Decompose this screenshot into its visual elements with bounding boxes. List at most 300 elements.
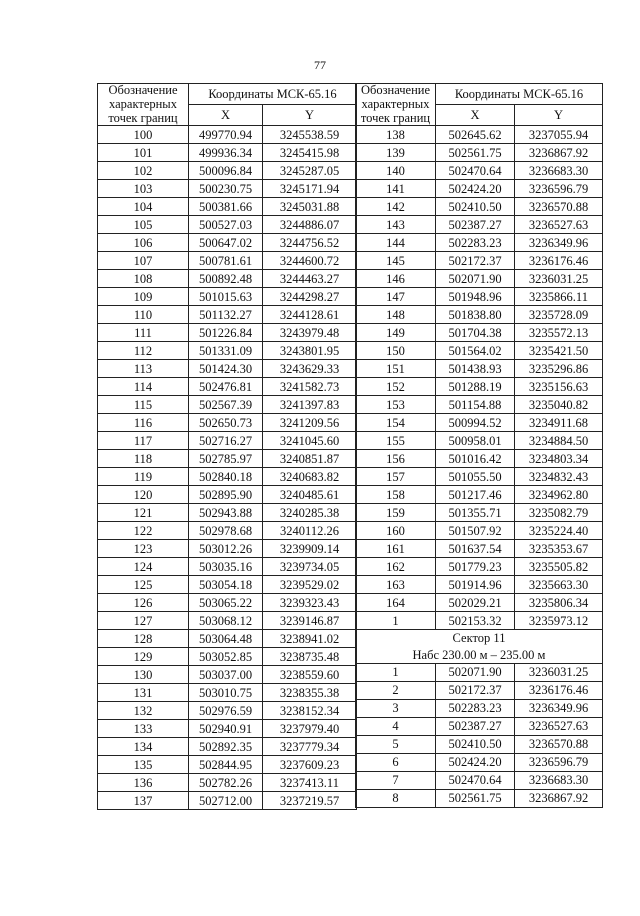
x-coordinate-cell: 502561.75 <box>436 144 515 162</box>
x-coordinate-cell: 502172.37 <box>436 252 515 270</box>
x-coordinate-cell: 502410.50 <box>436 735 515 753</box>
point-id-cell: 158 <box>356 486 436 504</box>
y-coordinate-cell: 3241045.60 <box>263 432 357 450</box>
x-coordinate-cell: 500994.52 <box>436 414 515 432</box>
y-coordinate-cell: 3244886.07 <box>263 216 357 234</box>
point-id-cell: 101 <box>98 144 189 162</box>
x-coordinate-cell: 500892.48 <box>189 270 263 288</box>
table-row <box>356 576 603 594</box>
x-coordinate-cell: 502470.64 <box>436 771 515 789</box>
point-id-cell: 136 <box>98 774 189 792</box>
x-coordinate-cell: 502283.23 <box>436 699 515 717</box>
point-id-cell: 112 <box>98 342 189 360</box>
x-coordinate-cell: 501424.30 <box>189 360 263 378</box>
x-coordinate-cell: 502561.75 <box>436 789 515 807</box>
y-coordinate-cell: 3236031.25 <box>515 270 603 288</box>
x-coordinate-cell: 501226.84 <box>189 324 263 342</box>
point-id-cell: 107 <box>98 252 189 270</box>
point-id-cell: 152 <box>356 378 436 396</box>
x-coordinate-cell: 502567.39 <box>189 396 263 414</box>
table-row <box>98 666 357 684</box>
table-row <box>356 663 603 681</box>
table-row <box>98 702 357 720</box>
table-row <box>98 378 357 396</box>
y-coordinate-cell: 3235866.11 <box>515 288 603 306</box>
y-coordinate-cell: 3235505.82 <box>515 558 603 576</box>
x-coordinate-cell: 502844.95 <box>189 756 263 774</box>
point-id-cell: 111 <box>98 324 189 342</box>
point-id-cell: 133 <box>98 720 189 738</box>
x-coordinate-cell: 500230.75 <box>189 180 263 198</box>
table-row <box>356 360 603 378</box>
table-row <box>98 630 357 648</box>
y-coordinate-cell: 3244298.27 <box>263 288 357 306</box>
table-row <box>98 522 357 540</box>
point-id-cell: 114 <box>98 378 189 396</box>
coords-group-header: Координаты МСК-65.16 <box>189 84 357 105</box>
y-coordinate-cell: 3235973.12 <box>515 612 603 630</box>
point-id-cell: 108 <box>98 270 189 288</box>
point-id-cell: 147 <box>356 288 436 306</box>
x-coordinate-cell: 501217.46 <box>436 486 515 504</box>
x-coordinate-cell: 501331.09 <box>189 342 263 360</box>
point-name-header: Обозначение характерных точек границ <box>98 84 189 126</box>
y-coordinate-cell: 3238735.48 <box>263 648 357 666</box>
x-coordinate-cell: 501016.42 <box>436 450 515 468</box>
table-row <box>356 558 603 576</box>
table-row <box>356 162 603 180</box>
point-id-cell: 116 <box>98 414 189 432</box>
table-row <box>98 126 357 144</box>
table-row <box>356 486 603 504</box>
point-id-cell: 140 <box>356 162 436 180</box>
y-coordinate-cell: 3235353.67 <box>515 540 603 558</box>
table-row <box>98 450 357 468</box>
table-row <box>98 414 357 432</box>
table-row <box>356 789 603 807</box>
point-id-cell: 125 <box>98 576 189 594</box>
y-coordinate-cell: 3236527.63 <box>515 717 603 735</box>
y-coordinate-cell: 3239734.05 <box>263 558 357 576</box>
table-row <box>98 792 357 810</box>
table-row <box>356 432 603 450</box>
y-coordinate-cell: 3234911.68 <box>515 414 603 432</box>
point-id-cell: 161 <box>356 540 436 558</box>
y-coordinate-cell: 3244600.72 <box>263 252 357 270</box>
point-id-cell: 141 <box>356 180 436 198</box>
y-coordinate-cell: 3234832.43 <box>515 468 603 486</box>
coords-group-header: Координаты МСК-65.16 <box>436 84 603 105</box>
y-coordinate-cell: 3235663.30 <box>515 576 603 594</box>
point-id-cell: 162 <box>356 558 436 576</box>
y-coordinate-cell: 3244756.52 <box>263 234 357 252</box>
table-row <box>98 180 357 198</box>
point-id-cell: 1 <box>356 663 436 681</box>
y-coordinate-cell: 3235224.40 <box>515 522 603 540</box>
point-id-cell: 6 <box>356 753 436 771</box>
point-id-cell: 145 <box>356 252 436 270</box>
y-coordinate-cell: 3238355.38 <box>263 684 357 702</box>
point-id-cell: 154 <box>356 414 436 432</box>
y-coordinate-cell: 3236683.30 <box>515 162 603 180</box>
point-id-cell: 109 <box>98 288 189 306</box>
x-coordinate-cell: 503054.18 <box>189 576 263 594</box>
y-coordinate-cell: 3236349.96 <box>515 234 603 252</box>
y-coordinate-cell: 3235156.63 <box>515 378 603 396</box>
y-coordinate-cell: 3241209.56 <box>263 414 357 432</box>
point-id-cell: 110 <box>98 306 189 324</box>
point-id-cell: 104 <box>98 198 189 216</box>
table-row <box>356 234 603 252</box>
point-id-cell: 126 <box>98 594 189 612</box>
point-id-cell: 157 <box>356 468 436 486</box>
y-coordinate-cell: 3245538.59 <box>263 126 357 144</box>
y-coordinate-cell: 3235728.09 <box>515 306 603 324</box>
y-coordinate-cell: 3239529.02 <box>263 576 357 594</box>
table-row <box>356 306 603 324</box>
point-id-cell: 153 <box>356 396 436 414</box>
y-coordinate-cell: 3236867.92 <box>515 144 603 162</box>
table-row <box>356 540 603 558</box>
table-row <box>356 126 603 144</box>
x-coordinate-cell: 503010.75 <box>189 684 263 702</box>
table-row <box>356 396 603 414</box>
table-row <box>356 717 603 735</box>
point-id-cell: 119 <box>98 468 189 486</box>
point-id-cell: 122 <box>98 522 189 540</box>
point-id-cell: 124 <box>98 558 189 576</box>
y-coordinate-cell: 3245415.98 <box>263 144 357 162</box>
y-coordinate-cell: 3234803.34 <box>515 450 603 468</box>
y-coordinate-cell: 3236031.25 <box>515 663 603 681</box>
point-id-cell: 149 <box>356 324 436 342</box>
point-id-cell: 8 <box>356 789 436 807</box>
point-id-cell: 5 <box>356 735 436 753</box>
point-id-cell: 137 <box>98 792 189 810</box>
table-row <box>356 771 603 789</box>
x-coordinate-cell: 501154.88 <box>436 396 515 414</box>
y-coordinate-cell: 3236349.96 <box>515 699 603 717</box>
point-id-cell: 134 <box>98 738 189 756</box>
table-row <box>356 594 603 612</box>
point-id-cell: 138 <box>356 126 436 144</box>
y-coordinate-cell: 3243801.95 <box>263 342 357 360</box>
point-id-cell: 160 <box>356 522 436 540</box>
x-coordinate-cell: 502782.26 <box>189 774 263 792</box>
x-coordinate-cell: 501564.02 <box>436 342 515 360</box>
table-row <box>98 198 357 216</box>
sector-caption <box>356 630 603 664</box>
x-coordinate-cell: 503068.12 <box>189 612 263 630</box>
y-coordinate-cell: 3237609.23 <box>263 756 357 774</box>
coordinates-table-left <box>97 83 357 810</box>
y-coordinate-cell: 3245031.88 <box>263 198 357 216</box>
table-row <box>356 468 603 486</box>
table-row <box>98 558 357 576</box>
y-coordinate-cell: 3238152.34 <box>263 702 357 720</box>
point-id-cell: 123 <box>98 540 189 558</box>
table-row <box>98 468 357 486</box>
y-coordinate-cell: 3240485.61 <box>263 486 357 504</box>
point-id-cell: 146 <box>356 270 436 288</box>
x-coordinate-cell: 502476.81 <box>189 378 263 396</box>
table-row <box>356 450 603 468</box>
point-id-cell: 113 <box>98 360 189 378</box>
x-coordinate-cell: 502895.90 <box>189 486 263 504</box>
point-id-cell: 117 <box>98 432 189 450</box>
y-coordinate-cell: 3238559.60 <box>263 666 357 684</box>
point-id-cell: 139 <box>356 144 436 162</box>
table-row <box>356 504 603 522</box>
table-row <box>356 753 603 771</box>
table-row <box>98 738 357 756</box>
x-header: X <box>436 105 515 126</box>
y-header: Y <box>515 105 603 126</box>
y-coordinate-cell: 3237413.11 <box>263 774 357 792</box>
table-row <box>98 252 357 270</box>
x-coordinate-cell: 502387.27 <box>436 216 515 234</box>
table-row <box>98 396 357 414</box>
table-row <box>356 378 603 396</box>
table-row <box>98 720 357 738</box>
sector-height-range: Набс 230.00 м – 235.00 м <box>412 647 546 662</box>
y-coordinate-cell: 3235572.13 <box>515 324 603 342</box>
table-row <box>98 612 357 630</box>
x-coordinate-cell: 499936.34 <box>189 144 263 162</box>
y-coordinate-cell: 3239146.87 <box>263 612 357 630</box>
x-coordinate-cell: 503052.85 <box>189 648 263 666</box>
y-coordinate-cell: 3236596.79 <box>515 180 603 198</box>
table-row <box>98 576 357 594</box>
point-id-cell: 142 <box>356 198 436 216</box>
point-id-cell: 127 <box>98 612 189 630</box>
point-id-cell: 131 <box>98 684 189 702</box>
point-id-cell: 132 <box>98 702 189 720</box>
point-id-cell: 100 <box>98 126 189 144</box>
table-row <box>356 414 603 432</box>
table-row <box>98 270 357 288</box>
x-coordinate-cell: 502071.90 <box>436 270 515 288</box>
y-coordinate-cell: 3236683.30 <box>515 771 603 789</box>
x-coordinate-cell: 502716.27 <box>189 432 263 450</box>
x-coordinate-cell: 500527.03 <box>189 216 263 234</box>
table-row <box>98 504 357 522</box>
y-coordinate-cell: 3236570.88 <box>515 735 603 753</box>
y-coordinate-cell: 3236570.88 <box>515 198 603 216</box>
point-id-cell: 102 <box>98 162 189 180</box>
x-coordinate-cell: 502172.37 <box>436 681 515 699</box>
y-coordinate-cell: 3235806.34 <box>515 594 603 612</box>
x-coordinate-cell: 501704.38 <box>436 324 515 342</box>
table-row <box>356 699 603 717</box>
x-coordinate-cell: 503064.48 <box>189 630 263 648</box>
y-coordinate-cell: 3243979.48 <box>263 324 357 342</box>
x-coordinate-cell: 502283.23 <box>436 234 515 252</box>
table-row <box>98 288 357 306</box>
x-coordinate-cell: 501914.96 <box>436 576 515 594</box>
y-coordinate-cell: 3244128.61 <box>263 306 357 324</box>
point-id-cell: 156 <box>356 450 436 468</box>
x-coordinate-cell: 500647.02 <box>189 234 263 252</box>
y-coordinate-cell: 3234884.50 <box>515 432 603 450</box>
point-id-cell: 155 <box>356 432 436 450</box>
table-row <box>98 486 357 504</box>
x-coordinate-cell: 502978.68 <box>189 522 263 540</box>
point-name-header: Обозначение характерных точек границ <box>356 84 436 126</box>
table-row <box>356 735 603 753</box>
y-header: Y <box>263 105 357 126</box>
point-id-cell: 128 <box>98 630 189 648</box>
x-coordinate-cell: 501779.23 <box>436 558 515 576</box>
x-coordinate-cell: 503037.00 <box>189 666 263 684</box>
page-number: 77 <box>314 58 326 72</box>
y-coordinate-cell: 3238941.02 <box>263 630 357 648</box>
x-coordinate-cell: 500781.61 <box>189 252 263 270</box>
table-row <box>98 342 357 360</box>
x-coordinate-cell: 502470.64 <box>436 162 515 180</box>
point-id-cell: 163 <box>356 576 436 594</box>
point-id-cell: 103 <box>98 180 189 198</box>
point-id-cell: 1 <box>356 612 436 630</box>
table-row <box>356 144 603 162</box>
point-id-cell: 115 <box>98 396 189 414</box>
x-coordinate-cell: 502650.73 <box>189 414 263 432</box>
point-id-cell: 135 <box>98 756 189 774</box>
x-coordinate-cell: 502785.97 <box>189 450 263 468</box>
x-coordinate-cell: 501948.96 <box>436 288 515 306</box>
table-row <box>98 216 357 234</box>
table-row <box>98 432 357 450</box>
point-id-cell: 2 <box>356 681 436 699</box>
x-coordinate-cell: 499770.94 <box>189 126 263 144</box>
y-coordinate-cell: 3234962.80 <box>515 486 603 504</box>
y-coordinate-cell: 3236527.63 <box>515 216 603 234</box>
x-coordinate-cell: 503035.16 <box>189 558 263 576</box>
point-id-cell: 129 <box>98 648 189 666</box>
point-id-cell: 164 <box>356 594 436 612</box>
y-coordinate-cell: 3240285.38 <box>263 504 357 522</box>
table-row <box>98 144 357 162</box>
table-row <box>98 684 357 702</box>
x-header: X <box>189 105 263 126</box>
y-coordinate-cell: 3237979.40 <box>263 720 357 738</box>
x-coordinate-cell: 502976.59 <box>189 702 263 720</box>
x-coordinate-cell: 501637.54 <box>436 540 515 558</box>
x-coordinate-cell: 502424.20 <box>436 180 515 198</box>
x-coordinate-cell: 502840.18 <box>189 468 263 486</box>
table-row <box>98 756 357 774</box>
table-row <box>356 324 603 342</box>
point-id-cell: 148 <box>356 306 436 324</box>
y-coordinate-cell: 3235421.50 <box>515 342 603 360</box>
point-id-cell: 150 <box>356 342 436 360</box>
x-coordinate-cell: 502153.32 <box>436 612 515 630</box>
x-coordinate-cell: 503065.22 <box>189 594 263 612</box>
y-coordinate-cell: 3241397.83 <box>263 396 357 414</box>
table-row <box>98 324 357 342</box>
x-coordinate-cell: 502645.62 <box>436 126 515 144</box>
y-coordinate-cell: 3243629.33 <box>263 360 357 378</box>
y-coordinate-cell: 3237219.57 <box>263 792 357 810</box>
y-coordinate-cell: 3236867.92 <box>515 789 603 807</box>
y-coordinate-cell: 3236176.46 <box>515 681 603 699</box>
y-coordinate-cell: 3236596.79 <box>515 753 603 771</box>
x-coordinate-cell: 503012.26 <box>189 540 263 558</box>
y-coordinate-cell: 3237779.34 <box>263 738 357 756</box>
y-coordinate-cell: 3245171.94 <box>263 180 357 198</box>
point-id-cell: 159 <box>356 504 436 522</box>
table-row <box>356 198 603 216</box>
y-coordinate-cell: 3240112.26 <box>263 522 357 540</box>
y-coordinate-cell: 3239323.43 <box>263 594 357 612</box>
table-row <box>356 216 603 234</box>
table-row <box>356 522 603 540</box>
y-coordinate-cell: 3240683.82 <box>263 468 357 486</box>
sector-header-row <box>356 630 603 664</box>
y-coordinate-cell: 3239909.14 <box>263 540 357 558</box>
x-coordinate-cell: 501288.19 <box>436 378 515 396</box>
sector-title: Сектор 11 <box>452 631 506 646</box>
table-row <box>98 360 357 378</box>
x-coordinate-cell: 501355.71 <box>436 504 515 522</box>
x-coordinate-cell: 500381.66 <box>189 198 263 216</box>
point-id-cell: 120 <box>98 486 189 504</box>
table-row <box>356 681 603 699</box>
point-id-cell: 130 <box>98 666 189 684</box>
x-coordinate-cell: 501132.27 <box>189 306 263 324</box>
point-id-cell: 151 <box>356 360 436 378</box>
y-coordinate-cell: 3237055.94 <box>515 126 603 144</box>
x-coordinate-cell: 500958.01 <box>436 432 515 450</box>
x-coordinate-cell: 501055.50 <box>436 468 515 486</box>
point-id-cell: 7 <box>356 771 436 789</box>
table-row <box>356 270 603 288</box>
y-coordinate-cell: 3235040.82 <box>515 396 603 414</box>
x-coordinate-cell: 502424.20 <box>436 753 515 771</box>
point-id-cell: 144 <box>356 234 436 252</box>
y-coordinate-cell: 3235296.86 <box>515 360 603 378</box>
point-id-cell: 105 <box>98 216 189 234</box>
x-coordinate-cell: 502029.21 <box>436 594 515 612</box>
x-coordinate-cell: 502410.50 <box>436 198 515 216</box>
point-id-cell: 106 <box>98 234 189 252</box>
table-row <box>98 648 357 666</box>
point-id-cell: 143 <box>356 216 436 234</box>
table-row <box>98 234 357 252</box>
y-coordinate-cell: 3235082.79 <box>515 504 603 522</box>
y-coordinate-cell: 3244463.27 <box>263 270 357 288</box>
x-coordinate-cell: 502712.00 <box>189 792 263 810</box>
table-row <box>356 288 603 306</box>
x-coordinate-cell: 502943.88 <box>189 504 263 522</box>
table-row <box>356 180 603 198</box>
point-id-cell: 4 <box>356 717 436 735</box>
table-row <box>98 540 357 558</box>
x-coordinate-cell: 502387.27 <box>436 717 515 735</box>
table-row <box>98 162 357 180</box>
table-row <box>356 252 603 270</box>
y-coordinate-cell: 3245287.05 <box>263 162 357 180</box>
point-id-cell: 118 <box>98 450 189 468</box>
x-coordinate-cell: 502071.90 <box>436 663 515 681</box>
table-row <box>356 612 603 630</box>
coordinates-table-right <box>355 83 603 808</box>
x-coordinate-cell: 501838.80 <box>436 306 515 324</box>
y-coordinate-cell: 3241582.73 <box>263 378 357 396</box>
point-id-cell: 121 <box>98 504 189 522</box>
x-coordinate-cell: 501438.93 <box>436 360 515 378</box>
x-coordinate-cell: 501507.92 <box>436 522 515 540</box>
